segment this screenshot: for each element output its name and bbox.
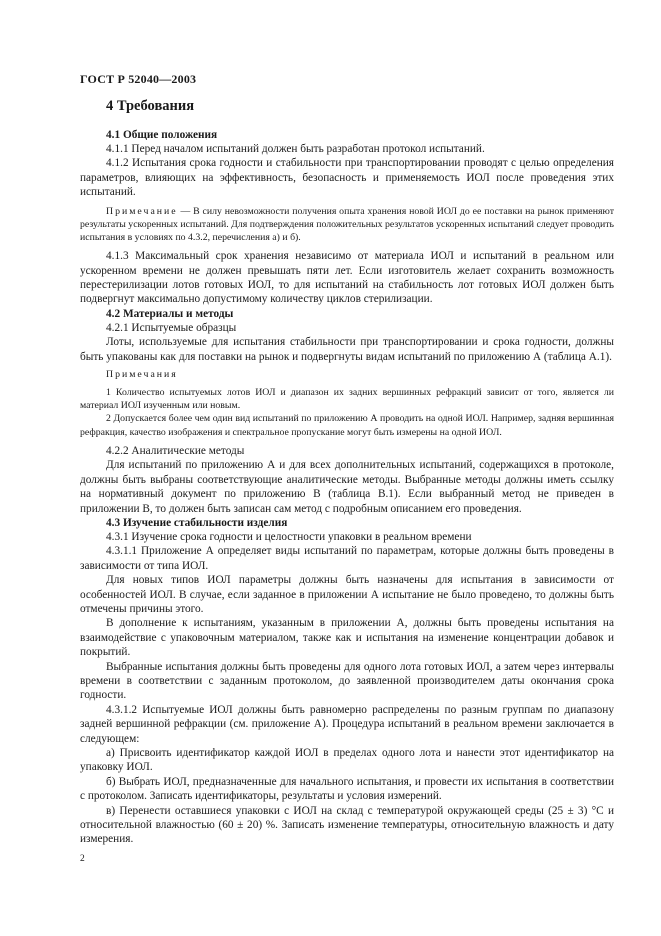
paragraph: Для новых типов ИОЛ параметры должны быть назначены для испытания в зависимости от особенностей ИОЛ. В случае, если заданное в приложении А испытание не было проведено, то должны быть отмечены причины этого. <box>80 574 614 615</box>
paragraph: в) Перенести оставшиеся упаковки с ИОЛ на склад с температурой окружающей среды (25 ± 3) °С и относительной влажностью (60 ± 20) %. Записать изменение температуры, относительную влажность и дату измерения. <box>80 804 614 846</box>
page-number: 2 <box>80 854 85 864</box>
paragraph: 4.3.1.1 Приложение А определяет виды испытаний по параметрам, которые должны быть проведены в зависимости от типа ИОЛ. <box>80 545 614 572</box>
paragraph: а) Присвоить идентификатор каждой ИОЛ в пределах одного лота и нанести этот идентификатор на упаковку ИОЛ. <box>80 747 614 774</box>
paragraph: 4.3.1.2 Испытуемые ИОЛ должны быть равномерно распределены по разным группам по диапазону задней вершинной рефракции (см. приложение А). Процедура испытаний в реальном времени заключается в следующем: <box>80 703 614 745</box>
subsection-heading: 4.3 Изучение стабильности изделия <box>106 516 288 529</box>
note-item: 2 Допускается более чем один вид испытаний по приложению А проводить на одной ИОЛ. Например, задняя вершинная рефракция, качество изображения и спектральное пропускание могут быть измерены на одной ИОЛ. <box>80 413 614 438</box>
paragraph: б) Выбрать ИОЛ, предназначенные для начального испытания, и провести их испытания в соответствии с протоколом. Записать идентификаторы, результаты и условия измерений. <box>80 775 614 803</box>
document-body <box>80 98 614 847</box>
subsection-heading: 4.2 Материалы и методы <box>106 307 234 320</box>
text-blocks <box>80 128 614 847</box>
paragraph: 4.1.2 Испытания срока годности и стабильности при транспортировании проводят с целью определения параметров, влияющих на эффективность, безопасность и применяемость ИОЛ после проведения этих испытаний. <box>80 157 614 199</box>
paragraph: 4.2.2 Аналитические методы <box>106 444 245 457</box>
paragraph: 4.3.1 Изучение срока годности и целостности упаковки в реальном времени <box>106 530 472 543</box>
section-title: 4 Требования <box>106 98 195 114</box>
document-header: ГОСТ Р 52040—2003 <box>80 72 197 86</box>
paragraph: Для испытаний по приложению А и для всех дополнительных испытаний, содержащихся в протоколе, должны быть выбраны соответствующие аналитические методы. Выбранные методы должны иметь ссылку на нормативный документ по приложению В (таблица В.1). Если выбранный метод не приведен в приложении В, то должен быть записан сам метод с подробным описанием его проведения. <box>80 459 614 515</box>
paragraph: 4.1.3 Максимальный срок хранения независимо от материала ИОЛ и испытаний в реальном или ускоренном времени не должен превышать пяти лет. Если изготовитель желает сохранить возможность перестерилизации лотов готовых ИОЛ, то для испытаний на стабильность лот готовых ИОЛ должен быть подвергнут максимально допустимому количеству циклов стерилизации. <box>80 250 614 306</box>
paragraph: 4.2.1 Испытуемые образцы <box>106 321 237 334</box>
paragraph: В дополнение к испытаниям, указанным в приложении А, должны быть проведены испытания на взаимодействие с упаковочным материалом, также как и испытания на изменение концентрации добавок и покрытий. <box>80 617 614 659</box>
paragraph: Лоты, используемые для испытания стабильности при транспортировании и срока годности, должны быть упакованы как для поставки на рынок и подвергнуты видам испытаний по приложению А (таблица А.1). <box>80 336 614 363</box>
note-label: Примечание <box>106 205 178 217</box>
paragraph: Выбранные испытания должны быть проведены для одного лота готовых ИОЛ, а затем через интервалы времени в соответствии с заданным протоколом, до заявленной производителем даты окончания срока годности. <box>80 660 614 702</box>
notes-heading: Примечания <box>106 369 178 381</box>
note-paragraph <box>80 205 614 245</box>
note-text: — В силу невозможности получения опыта хранения новой ИОЛ до ее поставки на рынок применяют результаты ускоренных испытаний. Для подтверждения положительных результатов ускоренных испытаний следует проводить испытания в условиях по 4.3.2, перечисления а) и б). <box>80 205 614 244</box>
note-item: 1 Количество испытуемых лотов ИОЛ и диапазон их задних вершинных рефракций зависит от того, является ли материал ИОЛ изученным или новым. <box>80 387 614 412</box>
subsection-heading: 4.1 Общие положения <box>106 129 218 141</box>
paragraph: 4.1.1 Перед началом испытаний должен быть разработан протокол испытаний. <box>106 143 485 155</box>
